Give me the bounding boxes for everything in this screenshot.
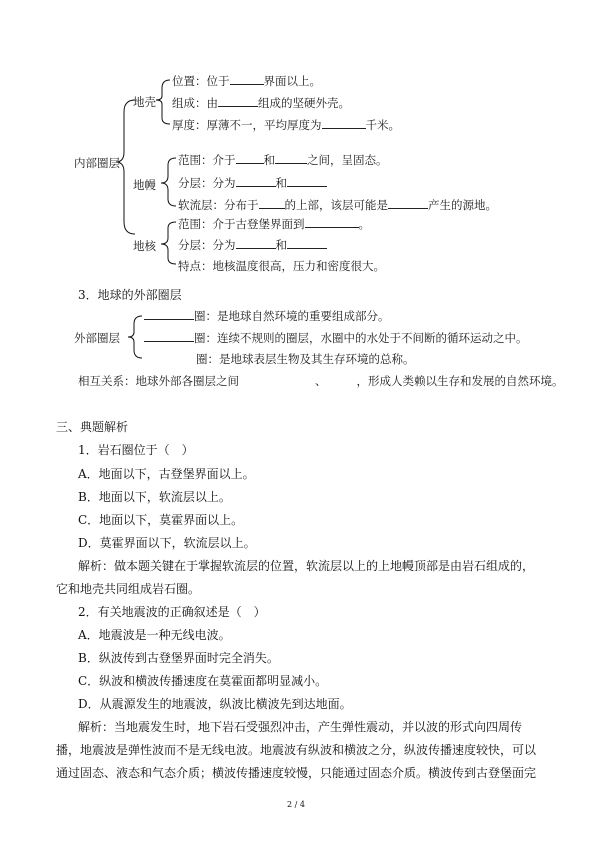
crust-thickness: 厚度：厚薄不一，平均厚度为 千米。 [172,118,400,132]
crust-composition: 组成：由 组成的坚硬外壳。 [172,96,350,110]
q1-option-c: C．地面以下，莫霍界面以上。 [78,513,244,527]
external-relation: 相互关系：地球外部各圈层之间 、 ，形成人类赖以生存和发展的自然环境。 [78,374,564,388]
mantle-range: 范围：介于 和 之间，呈固态。 [178,153,388,167]
q2-option-b: B．纵波传到古登堡界面时完全消失。 [78,651,279,665]
q1-analysis-line1: 解析：做本题关键在于掌握软流层的位置，软流层以上的上地幔顶部是由岩石组成的， [78,559,535,573]
mantle-layers: 分层：分为 和 [178,175,327,191]
root-external-layers: 外部圈层 [74,331,120,345]
mantle-label: 地幔 [133,178,156,192]
q2-option-d: D．从震源发生的地震波，纵波比横波先到达地面。 [78,697,352,711]
q2-analysis-line3: 通过固态、液态和气态介质；横波传播速度较慢，只能通过固态介质。横波传到古登堡面完 [56,766,537,780]
core-range: 范围：介于古登堡界面到 。 [178,217,370,231]
q2-option-c: C．纵波和横波传播速度在莫霍面都明显减小。 [78,674,328,688]
core-layers: 分层：分为 和 [178,237,327,253]
q1-analysis-line2: 它和地壳共同组成岩石圈。 [56,582,201,596]
q1-stem: 1．岩石圈位于（ ） [78,443,194,457]
external-atmosphere: 圈：是地球自然环境的重要组成部分。 [144,308,390,324]
q1-option-b: B．地面以下，软流层以上。 [78,490,231,504]
q2-analysis-line2: 播，地震波是弹性波而不是无线电波。地震波有纵波和横波之分，纵波传播速度较快，可以 [56,743,537,757]
external-hydrosphere: 圈：连续不规则的圈层，水圈中的水处于不间断的循环运动之中。 [144,330,528,346]
q2-option-a: A．地震波是一种无线电波。 [78,628,231,642]
page-number: 2 / 4 [287,800,305,809]
section3-title: 3．地球的外部圈层 [78,288,182,302]
q2-stem: 2．有关地震波的正确叙述是（ ） [78,605,266,619]
core-label: 地核 [133,239,156,253]
external-biosphere: 圈：是地球表层生物及其生存环境的总称。 [196,352,415,366]
q1-option-a: A．地面以下，古登堡界面以上。 [78,467,255,481]
section-heading: 三、典题解析 [56,420,129,434]
mantle-asthenosphere: 软流层：分布于 的上部，该层可能是 产生的源地。 [178,198,497,212]
q1-option-d: D．莫霍界面以下，软流层以上。 [78,536,256,550]
q2-analysis-line1: 解析：当地震发生时，地下岩石受强烈冲击，产生弹性震动，并以波的形式向四周传 [78,720,523,734]
crust-position: 位置：位于 界面以上。 [172,74,321,88]
crust-label: 地壳 [133,95,156,109]
core-features: 特点：地核温度很高，压力和密度很大。 [178,259,385,273]
root-internal-layers: 内部圈层 [74,156,120,170]
